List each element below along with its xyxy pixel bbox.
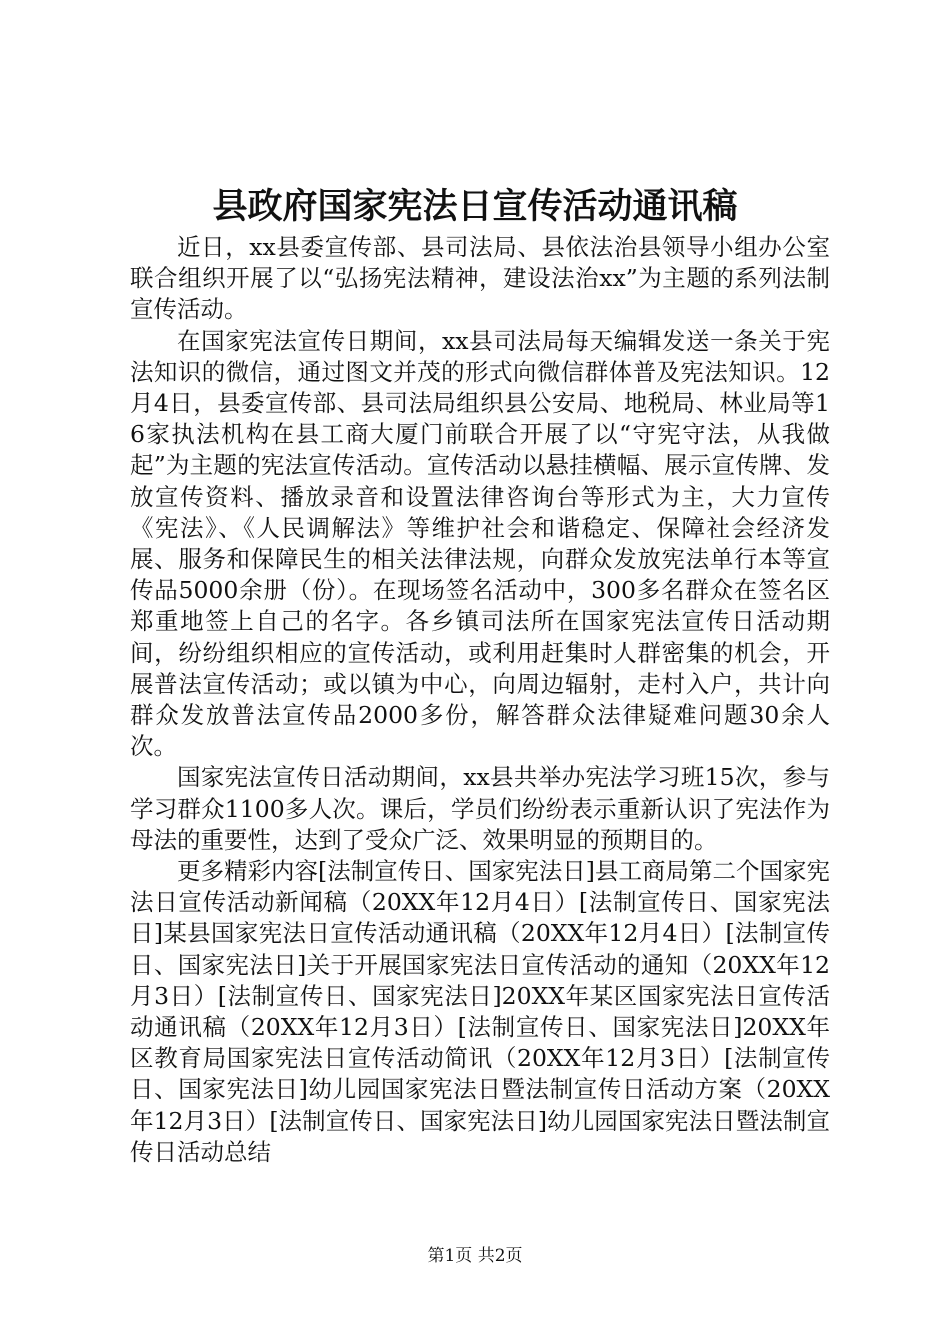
document-body [130, 232, 830, 1168]
document-title: 县政府国家宪法日宣传活动通讯稿 [212, 186, 738, 227]
paragraph-activities: 在国家宪法宣传日期间，xx县司法局每天编辑发送一条关于宪法知识的微信，通过图文并茂的形式向微信群体普及宪法知识。12月4日，县委宣传部、县司法局组织县公安局、地税局、林业局等16家执法机构在县工商大厦门前联合开展了以“守宪守法，从我做起”为主题的宪法宣传活动。宣传活动以悬挂横幅、展示宣传牌、发放宣传资料、播放录音和设置法律咨询台等形式为主，大力宣传《宪法》、《人民调解法》等维护社会和谐稳定、保障社会经济发展、服务和保障民生的相关法律法规，向群众发放宪法单行本等宣传品5000余册（份）。在现场签名活动中，300多名群众在签名区郑重地签上自己的名字。各乡镇司法所在国家宪法宣传日活动期间，纷纷组织相应的宣传活动，或利用赶集时人群密集的机会，开展普法宣传活动；或以镇为中心，向周边辐射，走村入户，共计向群众发放普法宣传品2000多份，解答群众法律疑难问题30余人次。 [130, 326, 830, 761]
paragraph-study-class: 国家宪法宣传日活动期间，xx县共举办宪法学习班15次，参与学习群众1100多人次。课后，学员们纷纷表示重新认识了宪法作为母法的重要性，达到了受众广泛、效果明显的预期目的。 [130, 763, 830, 854]
paragraph-more-content: 更多精彩内容[法制宣传日、国家宪法日]县工商局第二个国家宪法日宣传活动新闻稿（20XX年12月4日）[法制宣传日、国家宪法日]某县国家宪法日宣传活动通讯稿（20XX年12月4日）[法制宣传日、国家宪法日]关于开展国家宪法日宣传活动的通知（20XX年12月3日）[法制宣传日、国家宪法日]20XX年某区国家宪法日宣传活动通讯稿（20XX年12月3日）[法制宣传日、国家宪法日]20XX年区教育局国家宪法日宣传活动简讯（20XX年12月3日）[法制宣传日、国家宪法日]幼儿园国家宪法日暨法制宣传日活动方案（20XX年12月3日）[法制宣传日、国家宪法日]幼儿园国家宪法日暨法制宣传日活动总结 [130, 857, 830, 1166]
paragraph-intro: 近日，xx县委宣传部、县司法局、县依法治县领导小组办公室联合组织开展了以“弘扬宪法精神，建设法治xx”为主题的系列法制宣传活动。 [130, 233, 830, 324]
page-number-footer: 第1页 共2页 [427, 1246, 523, 1266]
